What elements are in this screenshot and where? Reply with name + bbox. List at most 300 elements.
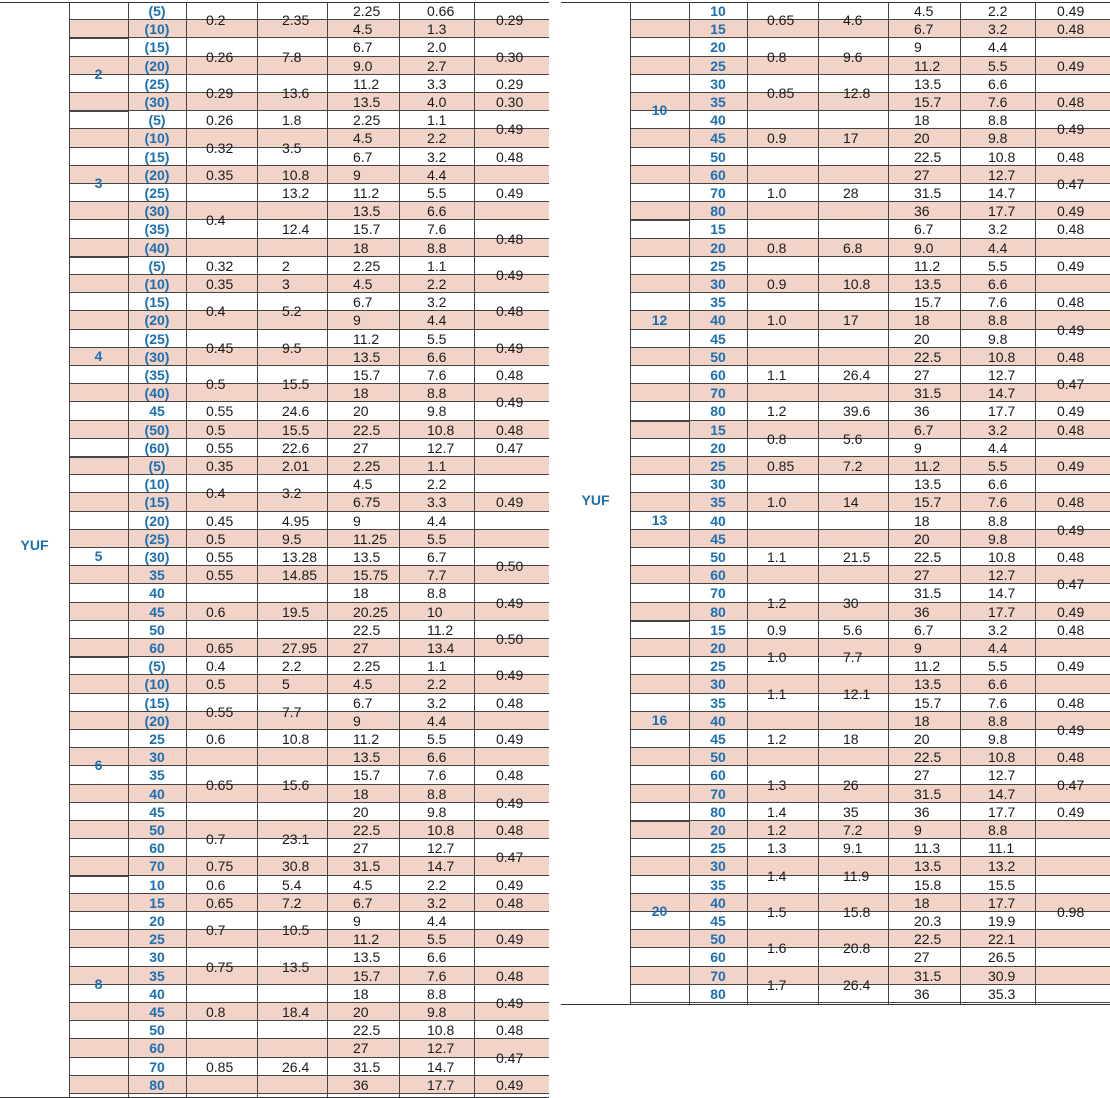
size-code-cell: 20 <box>710 239 726 256</box>
spec-d-cell: 13.5 <box>353 749 381 766</box>
spec-f-cell: 0.49 <box>496 1076 524 1093</box>
spec-b-cell: 1.0 <box>767 494 787 511</box>
spec-d-cell: 27 <box>353 640 369 656</box>
size-code-cell: (20) <box>144 57 170 74</box>
spec-c-cell: 22.6 <box>282 439 310 456</box>
size-code-cell: 35 <box>710 876 726 893</box>
spec-d-cell: 11.2 <box>353 75 380 92</box>
spec-d-cell: 2.25 <box>353 658 381 675</box>
spec-e-cell: 10.8 <box>988 348 1016 365</box>
spec-b-cell: 1.2 <box>767 594 787 611</box>
spec-e-cell: 9.8 <box>988 530 1008 547</box>
spec-e-cell: 2.2 <box>427 476 447 493</box>
spec-f-cell: 0.29 <box>496 12 524 29</box>
column-divider <box>69 2 70 1098</box>
size-code-cell: 25 <box>710 840 726 857</box>
spec-c-cell: 9.6 <box>843 48 863 65</box>
spec-d-cell: 4.5 <box>353 130 373 147</box>
spec-f-cell: 0.49 <box>496 731 524 747</box>
spec-f-cell: 0.48 <box>496 822 524 838</box>
spec-c-cell: 2.35 <box>282 12 310 29</box>
spec-d-cell: 4.5 <box>914 3 934 19</box>
spec-d-cell: 6.7 <box>353 294 373 311</box>
size-code-cell: (40) <box>144 239 170 256</box>
spec-e-cell: 7.6 <box>427 967 447 984</box>
size-code-cell: 40 <box>149 985 165 1002</box>
spec-c-cell: 12.1 <box>843 685 871 702</box>
spec-e-cell: 2.2 <box>427 130 447 147</box>
spec-d-cell: 20 <box>914 130 930 147</box>
spec-c-cell: 39.6 <box>843 403 871 420</box>
column-divider <box>960 2 961 1005</box>
size-code-cell: 25 <box>149 731 165 747</box>
spec-c-cell: 20.8 <box>843 940 871 957</box>
spec-d-cell: 6.7 <box>353 39 373 56</box>
spec-d-cell: 2.25 <box>353 458 381 474</box>
spec-b-cell: 0.85 <box>767 84 795 101</box>
spec-b-cell: 1.5 <box>767 903 787 920</box>
spec-d-cell: 13.5 <box>914 276 942 292</box>
spec-d-cell: 15.7 <box>353 767 381 784</box>
spec-e-cell: 5.5 <box>427 330 447 347</box>
spec-b-cell: 0.6 <box>206 876 226 893</box>
spec-f-cell: 0.48 <box>1057 21 1085 38</box>
spec-d-cell: 20 <box>914 530 930 547</box>
spec-d-cell: 20 <box>914 330 930 347</box>
spec-d-cell: 20 <box>914 731 930 747</box>
spec-d-cell: 36 <box>914 985 930 1002</box>
spec-f-cell: 0.49 <box>1057 803 1085 820</box>
size-code-cell: 20 <box>710 39 726 56</box>
spec-b-cell: 0.9 <box>767 130 787 147</box>
spec-c-cell: 9.5 <box>282 530 302 547</box>
spec-d-cell: 9 <box>353 166 361 183</box>
spec-d-cell: 9 <box>353 913 361 929</box>
spec-e-cell: 10.8 <box>988 148 1016 165</box>
size-code-cell: (20) <box>144 512 170 529</box>
spec-b-cell: 0.6 <box>206 603 226 620</box>
size-code-cell: 60 <box>710 767 726 784</box>
size-code-cell: 50 <box>149 822 165 838</box>
group-separator <box>69 38 128 39</box>
spec-d-cell: 11.2 <box>353 330 380 347</box>
size-code-cell: (15) <box>144 694 170 711</box>
spec-d-cell: 4.5 <box>353 876 373 893</box>
spec-e-cell: 6.6 <box>427 949 447 966</box>
spec-d-cell: 6.7 <box>914 221 934 238</box>
spec-d-cell: 22.5 <box>353 421 381 438</box>
spec-b-cell: 0.8 <box>767 239 787 256</box>
column-divider <box>128 2 129 1098</box>
size-code-cell: (30) <box>144 348 170 365</box>
spec-b-cell: 0.65 <box>206 776 234 793</box>
size-code-cell: (30) <box>144 203 170 220</box>
spec-c-cell: 17 <box>843 312 859 329</box>
spec-d-cell: 15.7 <box>914 294 942 311</box>
size-code-cell: 40 <box>710 312 726 329</box>
size-code-cell: 40 <box>710 512 726 529</box>
spec-d-cell: 11.2 <box>353 731 380 747</box>
spec-d-cell: 15.7 <box>914 694 942 711</box>
spec-e-cell: 5.5 <box>988 57 1008 74</box>
spec-d-cell: 11.2 <box>914 458 941 474</box>
spec-c-cell: 2 <box>282 257 290 274</box>
spec-c-cell: 21.5 <box>843 549 871 565</box>
spec-e-cell: 5.5 <box>988 458 1008 474</box>
spec-d-cell: 9 <box>914 822 922 838</box>
spec-d-cell: 22.5 <box>353 1022 381 1039</box>
spec-e-cell: 8.8 <box>427 385 447 402</box>
size-code-cell: 60 <box>710 367 726 383</box>
spec-e-cell: 26.5 <box>988 949 1016 966</box>
size-code-cell: (10) <box>144 476 170 493</box>
size-code-cell: 45 <box>710 731 726 747</box>
size-code-cell: 30 <box>710 858 726 875</box>
spec-d-cell: 22.5 <box>914 148 942 165</box>
spec-e-cell: 6.6 <box>427 749 447 766</box>
spec-c-cell: 4.95 <box>282 512 310 529</box>
spec-c-cell: 9.5 <box>282 339 302 356</box>
spec-d-cell: 22.5 <box>353 822 381 838</box>
spec-d-cell: 31.5 <box>353 858 381 875</box>
spec-d-cell: 27 <box>353 439 369 456</box>
size-code-cell: (25) <box>144 75 170 92</box>
spec-d-cell: 6.7 <box>914 21 934 38</box>
size-code-cell: 45 <box>149 1004 165 1020</box>
spec-e-cell: 30.9 <box>988 967 1016 984</box>
spec-d-cell: 13.5 <box>914 75 942 92</box>
spec-d-cell: 20 <box>353 803 369 820</box>
size-code-cell: 60 <box>710 567 726 584</box>
spec-e-cell: 1.1 <box>427 112 447 129</box>
spec-c-cell: 26.4 <box>843 976 871 993</box>
model-group-label: 12 <box>651 311 668 328</box>
spec-e-cell: 6.7 <box>427 549 447 565</box>
spec-f-cell: 0.49 <box>1057 203 1085 220</box>
spec-c-cell: 26.4 <box>843 367 871 383</box>
spec-e-cell: 6.6 <box>988 75 1008 92</box>
size-code-cell: 80 <box>710 403 726 420</box>
spec-b-cell: 1.4 <box>767 803 787 820</box>
spec-f-cell: 0.29 <box>496 75 524 92</box>
size-code-cell: (5) <box>148 658 166 675</box>
spec-c-cell: 12.4 <box>282 221 310 238</box>
column-divider <box>257 2 258 1098</box>
spec-e-cell: 1.1 <box>427 257 447 274</box>
spec-c-cell: 28 <box>843 185 859 201</box>
spec-e-cell: 2.2 <box>988 3 1008 19</box>
spec-d-cell: 13.5 <box>353 348 381 365</box>
spec-d-cell: 9.0 <box>914 239 934 256</box>
spec-d-cell: 4.5 <box>353 476 373 493</box>
size-code-cell: 30 <box>710 476 726 493</box>
size-code-cell: (35) <box>144 367 170 383</box>
spec-f-cell: 0.49 <box>1057 57 1085 74</box>
spec-f-cell: 0.50 <box>496 630 524 647</box>
spec-e-cell: 1.1 <box>427 458 447 474</box>
spec-d-cell: 36 <box>914 603 930 620</box>
spec-d-cell: 22.5 <box>914 931 942 948</box>
spec-c-cell: 23.1 <box>282 831 310 848</box>
spec-e-cell: 10.8 <box>427 822 455 838</box>
spec-f-cell: 0.48 <box>496 967 524 984</box>
spec-f-cell: 0.98 <box>1057 903 1085 920</box>
size-code-cell: 50 <box>710 749 726 766</box>
size-code-cell: 30 <box>149 949 165 966</box>
spec-e-cell: 7.6 <box>988 694 1008 711</box>
spec-f-cell: 0.48 <box>496 894 524 911</box>
spec-e-cell: 2.0 <box>427 39 447 56</box>
spec-f-cell: 0.49 <box>1057 458 1085 474</box>
spec-b-cell: 0.35 <box>206 166 234 183</box>
spec-b-cell: 0.55 <box>206 703 234 720</box>
spec-d-cell: 6.7 <box>914 421 934 438</box>
spec-c-cell: 35 <box>843 803 859 820</box>
spec-e-cell: 4.4 <box>427 312 447 329</box>
size-code-cell: (50) <box>144 421 170 438</box>
spec-b-cell: 0.4 <box>206 485 226 502</box>
spec-f-cell: 0.48 <box>1057 749 1085 766</box>
spec-d-cell: 18 <box>353 239 369 256</box>
spec-d-cell: 15.7 <box>914 494 942 511</box>
spec-b-cell: 0.5 <box>206 530 226 547</box>
spec-e-cell: 10.8 <box>988 749 1016 766</box>
spec-d-cell: 15.7 <box>353 367 381 383</box>
spec-b-cell: 1.6 <box>767 940 787 957</box>
spec-b-cell: 1.7 <box>767 976 787 993</box>
spec-f-cell: 0.48 <box>1057 621 1085 638</box>
spec-e-cell: 2.7 <box>427 57 447 74</box>
spec-e-cell: 3.3 <box>427 75 447 92</box>
spec-c-cell: 9.1 <box>843 840 863 857</box>
spec-d-cell: 2.25 <box>353 112 381 129</box>
size-code-cell: 45 <box>149 403 165 420</box>
spec-d-cell: 18 <box>353 785 369 802</box>
column-divider <box>327 2 328 1098</box>
spec-d-cell: 27 <box>914 367 930 383</box>
spec-e-cell: 17.7 <box>988 403 1016 420</box>
size-code-cell: 35 <box>149 967 165 984</box>
spec-d-cell: 2.25 <box>353 3 381 19</box>
spec-e-cell: 17.7 <box>427 1076 455 1093</box>
spec-e-cell: 2.2 <box>427 876 447 893</box>
size-code-cell: (5) <box>148 112 166 129</box>
spec-d-cell: 22.5 <box>914 348 942 365</box>
spec-e-cell: 3.2 <box>427 894 447 911</box>
spec-d-cell: 31.5 <box>914 185 942 201</box>
spec-f-cell: 0.47 <box>496 849 524 866</box>
spec-d-cell: 11.25 <box>353 530 387 547</box>
size-code-cell: 25 <box>710 257 726 274</box>
spec-e-cell: 3.2 <box>988 221 1008 238</box>
spec-c-cell: 11.9 <box>843 867 870 884</box>
spec-e-cell: 6.6 <box>988 676 1008 693</box>
spec-c-cell: 15.6 <box>282 776 310 793</box>
spec-c-cell: 10.5 <box>282 922 310 939</box>
spec-d-cell: 18 <box>914 894 930 911</box>
spec-e-cell: 8.8 <box>988 512 1008 529</box>
size-code-cell: 60 <box>710 166 726 183</box>
spec-c-cell: 14.85 <box>282 567 318 584</box>
size-code-cell: 35 <box>710 294 726 311</box>
group-separator <box>69 257 128 258</box>
model-group-label: 6 <box>94 757 103 774</box>
spec-d-cell: 15.7 <box>914 94 942 110</box>
size-code-cell: 70 <box>149 858 165 875</box>
size-code-cell: (20) <box>144 312 170 329</box>
size-code-cell: (30) <box>144 549 170 565</box>
column-divider <box>747 2 748 1005</box>
spec-f-cell: 0.49 <box>496 494 524 511</box>
spec-e-cell: 2.2 <box>427 276 447 292</box>
spec-e-cell: 12.7 <box>988 767 1016 784</box>
spec-d-cell: 13.5 <box>353 949 381 966</box>
spec-e-cell: 13.2 <box>988 858 1016 875</box>
group-separator <box>630 821 689 822</box>
spec-c-cell: 10.8 <box>843 276 871 292</box>
size-code-cell: 50 <box>710 931 726 948</box>
spec-e-cell: 8.8 <box>988 822 1008 838</box>
column-divider <box>474 2 475 1098</box>
size-code-cell: 50 <box>710 148 726 165</box>
spec-e-cell: 3.2 <box>988 21 1008 38</box>
spec-d-cell: 20.25 <box>353 603 389 620</box>
spec-d-cell: 9 <box>914 439 922 456</box>
size-code-cell: 35 <box>710 694 726 711</box>
spec-b-cell: 1.2 <box>767 403 787 420</box>
spec-f-cell: 0.48 <box>1057 494 1085 511</box>
model-group-label: 10 <box>651 102 668 119</box>
spec-c-cell: 7.7 <box>843 649 863 666</box>
spec-d-cell: 15.7 <box>353 967 381 984</box>
spec-c-cell: 15.8 <box>843 903 871 920</box>
spec-d-cell: 27 <box>353 1040 369 1057</box>
spec-b-cell: 1.1 <box>767 549 787 565</box>
spec-e-cell: 9.8 <box>988 731 1008 747</box>
spec-e-cell: 14.7 <box>427 858 455 875</box>
spec-e-cell: 12.7 <box>988 367 1016 383</box>
spec-e-cell: 10.8 <box>427 1022 455 1039</box>
spec-b-cell: 0.65 <box>206 640 234 656</box>
spec-d-cell: 2.25 <box>353 257 381 274</box>
size-code-cell: (15) <box>144 294 170 311</box>
spec-f-cell: 0.48 <box>496 303 524 320</box>
spec-d-cell: 13.5 <box>353 549 381 565</box>
spec-e-cell: 4.0 <box>427 94 447 110</box>
spec-b-cell: 1.4 <box>767 867 787 884</box>
spec-d-cell: 18 <box>353 385 369 402</box>
size-code-cell: 80 <box>710 203 726 220</box>
spec-c-cell: 10.8 <box>282 166 310 183</box>
size-code-cell: 40 <box>710 894 726 911</box>
spec-b-cell: 0.9 <box>767 621 787 638</box>
size-code-cell: 50 <box>710 549 726 565</box>
size-code-cell: 15 <box>710 221 726 238</box>
spec-f-cell: 0.47 <box>1057 576 1085 593</box>
spec-e-cell: 15.5 <box>988 876 1016 893</box>
spec-d-cell: 6.7 <box>353 694 373 711</box>
spec-f-cell: 0.48 <box>496 767 524 784</box>
size-code-cell: (25) <box>144 330 170 347</box>
spec-d-cell: 9 <box>353 312 361 329</box>
size-code-cell: 50 <box>149 621 165 638</box>
spec-e-cell: 3.2 <box>427 148 447 165</box>
spec-e-cell: 10.8 <box>988 549 1016 565</box>
spec-b-cell: 0.55 <box>206 567 234 584</box>
size-code-cell: 60 <box>149 1040 165 1057</box>
spec-d-cell: 27 <box>914 567 930 584</box>
model-group-label: 16 <box>651 711 668 728</box>
spec-f-cell: 0.47 <box>496 1049 524 1066</box>
spec-d-cell: 13.5 <box>353 94 381 110</box>
spec-d-cell: 36 <box>914 403 930 420</box>
spec-f-cell: 0.48 <box>1057 348 1085 365</box>
model-group-label: 2 <box>94 65 103 82</box>
spec-c-cell: 5.6 <box>843 621 863 638</box>
column-divider <box>689 2 690 1005</box>
spec-f-cell: 0.47 <box>496 439 524 456</box>
size-code-cell: (20) <box>144 712 170 729</box>
spec-f-cell: 0.49 <box>1057 403 1085 420</box>
spec-d-cell: 22.5 <box>353 621 381 638</box>
size-code-cell: 30 <box>149 749 165 766</box>
size-code-cell: 40 <box>710 112 726 129</box>
spec-b-cell: 0.4 <box>206 303 226 320</box>
size-code-cell: 25 <box>710 458 726 474</box>
spec-c-cell: 19.5 <box>282 603 310 620</box>
spec-f-cell: 0.49 <box>1057 521 1085 538</box>
spec-d-cell: 20.3 <box>914 913 942 929</box>
spec-c-cell: 30 <box>843 594 859 611</box>
spec-d-cell: 11.2 <box>914 257 941 274</box>
spec-d-cell: 11.2 <box>353 931 380 948</box>
spec-f-cell: 0.49 <box>496 794 524 811</box>
spec-b-cell: 0.8 <box>767 48 787 65</box>
spec-e-cell: 7.6 <box>988 94 1008 110</box>
spec-e-cell: 4.4 <box>988 39 1008 56</box>
spec-e-cell: 1.3 <box>427 21 447 38</box>
spec-b-cell: 0.6 <box>206 731 226 747</box>
spec-e-cell: 12.7 <box>988 567 1016 584</box>
size-code-cell: 80 <box>710 985 726 1002</box>
spec-c-cell: 7.2 <box>282 894 302 911</box>
group-separator <box>69 111 128 112</box>
spec-f-cell: 0.49 <box>496 339 524 356</box>
spec-b-cell: 0.55 <box>206 439 234 456</box>
size-code-cell: 70 <box>149 1058 165 1075</box>
size-code-cell: 20 <box>149 913 165 929</box>
spec-c-cell: 3.5 <box>282 139 302 156</box>
spec-c-cell: 27.95 <box>282 640 318 656</box>
spec-d-cell: 9 <box>353 512 361 529</box>
spec-c-cell: 5 <box>282 676 290 693</box>
spec-c-cell: 15.5 <box>282 376 310 393</box>
size-code-cell: 45 <box>710 130 726 147</box>
size-code-cell: 25 <box>710 658 726 675</box>
spec-b-cell: 0.4 <box>206 212 226 229</box>
spec-f-cell: 0.49 <box>496 667 524 684</box>
spec-d-cell: 6.7 <box>353 148 373 165</box>
size-code-cell: (30) <box>144 94 170 110</box>
size-code-cell: 60 <box>149 640 165 656</box>
spec-e-cell: 8.8 <box>427 985 447 1002</box>
size-code-cell: 25 <box>710 57 726 74</box>
size-code-cell: 25 <box>149 931 165 948</box>
spec-f-cell: 0.49 <box>496 185 524 201</box>
spec-f-cell: 0.49 <box>1057 321 1085 338</box>
group-separator <box>630 621 689 622</box>
spec-d-cell: 27 <box>914 767 930 784</box>
